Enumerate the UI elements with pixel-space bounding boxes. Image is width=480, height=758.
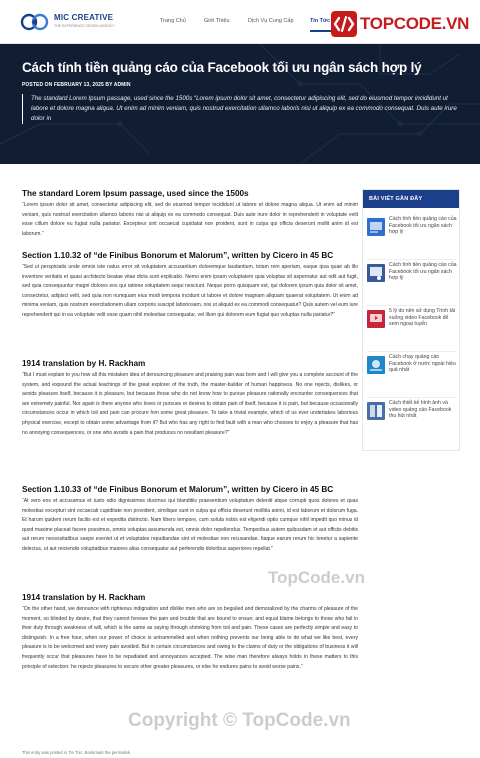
topcode-logo-icon xyxy=(330,10,358,38)
article-section xyxy=(22,592,358,732)
section-heading: Section 1.10.33 of “de Finibus Bonorum et Malorum”, written by Cicero in 45 BC xyxy=(22,485,334,494)
section-heading: 1914 translation by H. Rackham xyxy=(22,359,146,368)
section-body: “On the other hand, we denounce with righteous indignation and dislike men who are so beguiled and demoralized by the charms of pleasure of the moment, so blinded by desire, that they cannot foresee the pain and trouble that are bound to ensue; and equal blame belongs to those who fail in their duty through weakness of will, which is the same as saying through shrinking from toil and pain. These cases are perfectly simple and easy to distinguish. In a free hour, when our power of choice is untrammelled and when nothing prevents our being able to do what we like best, every pleasure is to be welcomed and every pain avoided. But in certain circumstances and owing to the claims of duty or the obligations of business it will frequently occur that pleasures have to be repudiated and annoyances accepted. The wise man therefore always holds in these matters to this principle of selection: he rejects pleasures to secure other greater pleasures, or else he endures pains to avoid worse pains.” xyxy=(22,606,358,670)
article-hero xyxy=(0,44,480,164)
recent-post-item[interactable] xyxy=(367,400,457,444)
article-section xyxy=(22,358,358,484)
section-heading: 1914 translation by H. Rackham xyxy=(22,593,146,602)
recent-posts-heading: BÀI VIẾT GẦN ĐÂY xyxy=(363,190,459,208)
site-header xyxy=(0,0,480,44)
article-content xyxy=(22,188,358,732)
section-body: “Lorem ipsum dolor sit amet, consectetur adipiscing elit, sed do eiusmod tempor incididunt ut labore et dolore magna aliqua. Ut enim ad minim veniam, quis nostrud exercitation ullamco laboris nisi ut aliquip ex ea commodo consequat. Duis aute irure dolor in reprehenderit in voluptate velit esse cillum dolore eu fugiat nulla pariatur. Excepteur sint occaecat cupidatat non proident, sunt in culpa qui officia deserunt mollit anim id est laborum.” xyxy=(22,202,358,237)
nav-news[interactable]: Tin Tức xyxy=(310,18,331,24)
section-body: “Sed ut perspiciatis unde omnis iste natus error sit voluptatem accusantium doloremque laudantium, totam rem aperiam, eaque ipsa quae ab illo inventore veritatis et quasi architecto beatae vitae dicta sunt explicabo. Nemo enim ipsam voluptatem quia voluptas sit aspernatur aut odit aut fugit, sed quia consequuntur magni dolores eos qui ratione voluptatem sequi nesciunt. Neque porro quisquam est, qui dolorem ipsum quia dolor sit amet, consectetur, adipisci velit, sed quia non numquam eius modi tempora incidunt ut labore et dolore magnam aliquam quaerat voluptatem. Ut enim ad minima veniam, quis nostrum exercitationem ullam corporis suscipit laboriosam, nisi ut aliquid ex ea commodi consequatur? Quis autem vel eum iure reprehenderit qui in ea voluptate velit esse quam nihil molestiae consequatur, vel illum qui dolorem eum fugiat quo voluptas nulla pariatur?” xyxy=(22,264,358,318)
watermark-text: TopCode.vn xyxy=(268,568,365,587)
recent-post-link[interactable]: 5 lý do nên sử dụng Trình tải xuống video Facebook để xem ngoại tuyến xyxy=(389,308,456,328)
recent-post-item[interactable] xyxy=(367,216,457,260)
article-section xyxy=(22,188,358,250)
recent-post-link[interactable]: Cách tính tiền quảng cáo của Facebook tối ưu ngân sách hợp lý xyxy=(389,216,457,236)
divider xyxy=(367,397,457,398)
recent-posts-widget xyxy=(362,189,460,451)
divider xyxy=(367,305,457,306)
article-title: Cách tính tiền quảng cáo của Facebook tối ưu ngân sách hợp lý xyxy=(22,60,422,75)
nav-home[interactable]: Trang Chủ xyxy=(160,18,186,24)
post-thumbnail xyxy=(367,356,385,374)
nav-services[interactable]: Dịch Vụ Cung Cấp xyxy=(248,18,294,24)
section-body: “At vero eos et accusamus et iusto odio dignissimos ducimus qui blanditiis praesentium voluptatum deleniti atque corrupti quos dolores et quas molestias excepturi sint occaecati cupiditate non provident, similique sunt in culpa qui officia deserunt mollitia animi, id est laborum et dolorum fuga. Et harum quidem rerum facilis est et expedita distinctio. Nam libero tempore, cum soluta nobis est eligendi optio cumque nihil impedit quo minus id quod maxime placeat facere possimus, omnis voluptas assumenda est, omnis dolor repellendus. Temporibus autem quibusdam et aut officiis debitis aut rerum necessitatibus saepe eveniet ut et voluptates repudiandae sint et molestiae non recusandae. Itaque earum rerum hic tenetur a sapiente delectus, ut aut reiciendis voluptatibus maiores alias consequatur aut perferendis doloribus asperiores repellat.” xyxy=(22,498,358,552)
article-section xyxy=(22,484,358,592)
recent-post-link[interactable]: Cách chạy quảng cáo Facebook ở nước ngoài hiệu quả nhất xyxy=(389,354,456,374)
post-thumbnail xyxy=(367,310,385,328)
recent-post-item[interactable] xyxy=(367,308,457,352)
mic-creative-logo-icon xyxy=(20,12,50,32)
post-thumbnail xyxy=(367,218,385,236)
post-thumbnail xyxy=(367,402,385,420)
article-meta: POSTED ON FEBRUARY 13, 2025 BY ADMIN xyxy=(22,82,131,88)
post-thumbnail xyxy=(367,264,385,282)
logo-tagline: THE EXPERIENCE DESIGN AGENCY xyxy=(54,24,115,28)
topcode-brand-text: TOPCODE.VN xyxy=(360,14,470,33)
recent-post-link[interactable]: Cách thiết kế hình ảnh và video quảng cáo Facebook thu hút nhất xyxy=(389,400,452,420)
article-excerpt: The standard Lorem Ipsum passage, used since the 1500s “Lorem ipsum dolor sit amet, consectetur adipiscing elit, sed do eiusmod tempor incididunt ut labore et dolore magna aliqua. Ut enim ad minim veniam, quis nostrud exercitation ullamco laboris nisi ut aliquip ex ea commodo consequat. Duis aute irure dolor in xyxy=(22,94,460,124)
section-body: “But I must explain to you how all this mistaken idea of denouncing pleasure and praising pain was born and I will give you a complete account of the system, and expound the actual teachings of the great explorer of the truth, the master-builder of human happiness. No one rejects, dislikes, or avoids pleasure itself, because it is pleasure, but because those who do not know how to pursue pleasure rationally encounter consequences that are extremely painful. Nor again is there anyone who loves or pursues or desires to obtain pain of itself, because it is pain, but because occasionally circumstances occur in which toil and pain can procure him some great pleasure. To take a trivial example, which of us ever undertakes laborious physical exercise, except to obtain some advantage from it? But who has any right to find fault with a man who chooses to enjoy a pleasure that has no annoying consequences, or one who avoids a pain that produces no resultant pleasure?” xyxy=(22,372,358,436)
section-heading: The standard Lorem Ipsum passage, used since the 1500s xyxy=(22,189,249,198)
topcode-brand xyxy=(330,10,470,38)
recent-post-item[interactable] xyxy=(367,262,457,306)
divider xyxy=(367,259,457,260)
watermark-text: Copyright © TopCode.vn xyxy=(128,710,351,731)
site-logo[interactable] xyxy=(20,10,120,34)
recent-post-item[interactable] xyxy=(367,354,457,398)
section-heading: Section 1.10.32 of “de Finibus Bonorum et Malorum”, written by Cicero in 45 BC xyxy=(22,251,334,260)
post-footer-note: This entry was posted in Tin Tức. Bookmark the permalink. xyxy=(22,750,132,755)
divider xyxy=(367,351,457,352)
nav-about[interactable]: Giới Thiệu xyxy=(204,18,230,24)
logo-name: MIC CREATIVE xyxy=(54,13,114,22)
article-section xyxy=(22,250,358,358)
recent-post-link[interactable]: Cách tính tiền quảng cáo của Facebook tối ưu ngân sách hợp lý xyxy=(389,262,457,282)
